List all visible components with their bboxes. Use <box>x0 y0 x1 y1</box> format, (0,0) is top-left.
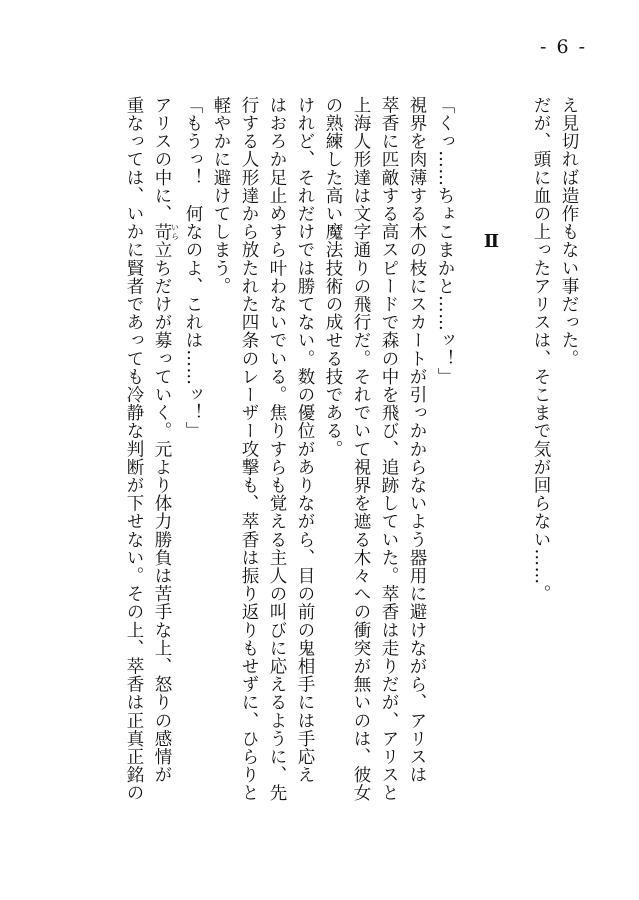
blank-line <box>513 96 527 866</box>
text-line-with-ruby <box>148 96 179 866</box>
text-line: 軽やかに避けてしまう。 <box>211 96 231 296</box>
text-line: 行する人形達から放たれた四条のレーザー攻撃も、萃香は振り返りもせずに、ひらりと <box>239 96 259 802</box>
ruby-base: 苛 <box>152 222 172 241</box>
text-line: 重なっては、いかに賢者であっても冷静な判断が下せない。その上、萃香は正真正銘の <box>124 96 144 802</box>
ruby-line-before: アリスの中に、 <box>152 96 172 223</box>
ruby-reading: いら <box>170 222 180 241</box>
text-line: え見切れば造作もない事だった。 <box>559 96 579 368</box>
ruby-line-after: 立ちだけが募っていく。元より体力勝負は苦手な上、怒りの感情が <box>152 240 172 784</box>
text-line: の熟練した高い魔法技術の成せる技である。 <box>323 96 343 458</box>
text-line: はおろか足止めすら叶わないでいる。焦りすらも覚える主人の叫びに応えるように、先 <box>267 96 287 802</box>
ruby-annotation <box>152 222 180 241</box>
text-line: けれど、それだけでは勝てない。数の優位がありながら、目の前の鬼相手には手応え <box>295 96 315 784</box>
text-line: 萃香に匹敵する高スピードで森の中を飛び、追跡していた。萃香は走りだが、アリスと <box>379 96 399 802</box>
vertical-text-body <box>23 96 583 866</box>
text-line: だが、頭に血の上ったアリスは、そこまで気が回らない……。 <box>531 96 551 603</box>
text-line: 「くっ……ちょこまかと……ッ！」 <box>435 96 455 386</box>
text-line: 視界を肉薄する木の枝にスカートが引っかからないよう器用に避けながら、アリスは <box>407 96 427 784</box>
text-line: 「もうっ！ 何なのよ、これは……ッ！」 <box>183 96 203 440</box>
page-number: - 6 - <box>539 36 587 58</box>
section-heading: Ⅱ <box>481 231 502 253</box>
text-line: 上海人形達は文字通りの飛行だ。それでいて視界を遮る木々への衝突が無いのは、彼女 <box>351 96 371 802</box>
